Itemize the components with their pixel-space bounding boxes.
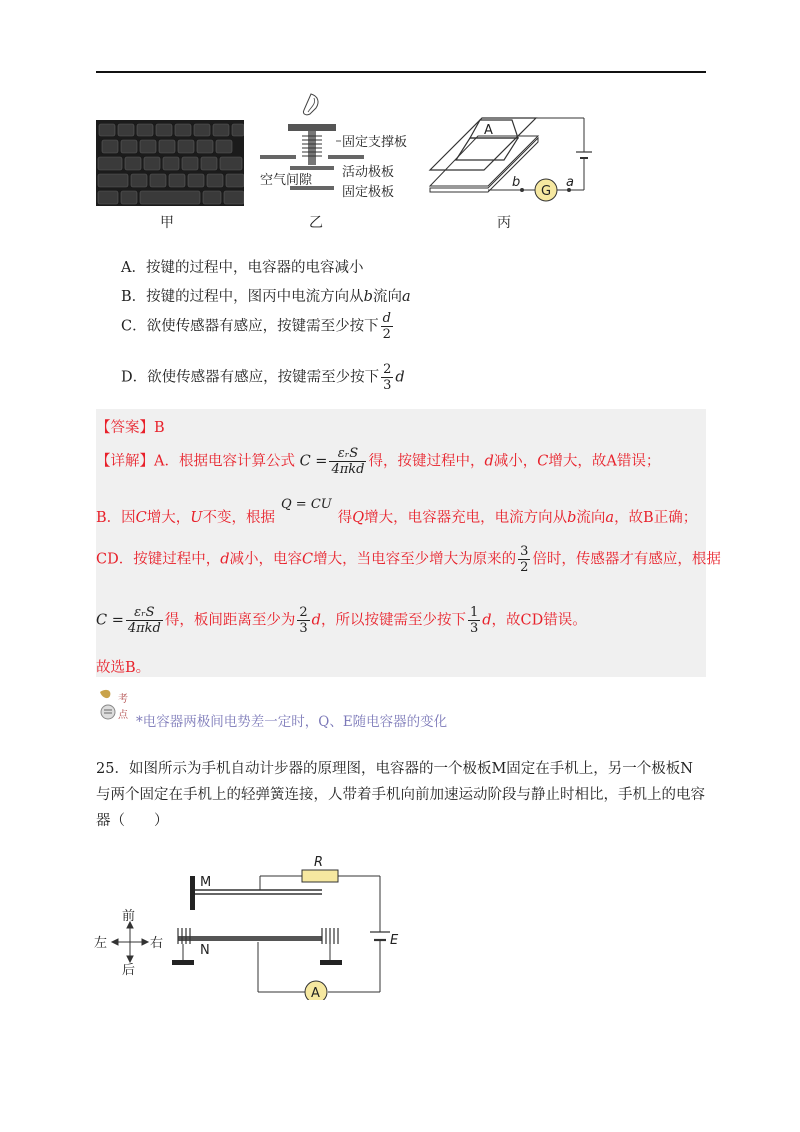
keyboard-photo bbox=[96, 120, 244, 206]
direction-left: 左 bbox=[94, 936, 108, 951]
detail-line-1: 【详解】A．根据电容计算公式 C = $\frac{\text{εᵣS}}{\text{4πkd}}$ 得，按键过程中，d减小，C增大，故A错误； bbox=[96, 446, 661, 477]
direction-front: 前 bbox=[122, 909, 136, 924]
option-c: C．欲使传感器有感应，按键需至少按下 $\frac{d}{2}$ bbox=[121, 311, 391, 342]
label-n: N bbox=[200, 943, 210, 958]
option-a: A．按键的过程中，电容器的电容减小 bbox=[121, 260, 364, 276]
question-25-text: 25．如图所示为手机自动计步器的原理图，电容器的一个极板M固定在手机上，另一个极板N与两个固定在手机上的轻弹簧连接，人带着手机向前加速运动阶段与静止时相比，手机上的电容器（ ） bbox=[96, 761, 705, 829]
header-rule bbox=[96, 71, 706, 73]
ammeter-label: A bbox=[311, 986, 320, 1000]
badge-bottom-char: 点 bbox=[118, 710, 128, 721]
galvanometer-label: G bbox=[541, 184, 552, 199]
step-counter-circuit bbox=[92, 850, 412, 1000]
label-r: R bbox=[314, 855, 324, 870]
knowledge-point-text: *电容器两极间电势差一定时，Q、E随电容器的变化 bbox=[136, 714, 448, 730]
label-a: a bbox=[566, 175, 574, 190]
direction-right: 右 bbox=[150, 936, 164, 951]
label-fixed-plate: 固定极板 bbox=[342, 185, 395, 200]
key-structure-diagram bbox=[256, 92, 416, 204]
label-plate-a: A bbox=[484, 123, 493, 138]
detail-line-4: C = $\frac{\text{εᵣS}}{\text{4πkd}}$ 得，板间距离至少为 $\frac{2}{3}$ d，所以按键需至少按下 $\frac{1}{3}$ d，故CD错误。 bbox=[96, 605, 587, 636]
answer-label: 【答案】B bbox=[96, 420, 165, 436]
figure-caption-bing: 丙 bbox=[497, 215, 511, 231]
label-air-gap: 空气间隙 bbox=[260, 173, 313, 188]
plate-circuit-diagram bbox=[426, 108, 610, 204]
knowledge-point-icon bbox=[96, 688, 134, 724]
option-b: B．按键的过程中，图丙中电流方向从b流向a bbox=[121, 289, 411, 305]
label-m: M bbox=[200, 875, 212, 890]
figure-caption-jia: 甲 bbox=[160, 215, 174, 231]
detail-line-2: B．因C增大，U不变，根据Q = CU得Q增大，电容器充电，电流方向从b流向a，故B正确； bbox=[96, 497, 698, 526]
answer-conclusion: 故选B。 bbox=[96, 660, 151, 676]
option-d: D．欲使传感器有感应，按键需至少按下 $\frac{2}{3}$ d bbox=[121, 362, 405, 393]
label-b: b bbox=[512, 175, 521, 190]
label-movable-plate: 活动极板 bbox=[342, 165, 395, 180]
detail-line-3: CD．按键过程中，d减小，电容C增大，当电容至少增大为原来的 $\frac{3}{2}$ 倍时，传感器才有感应，根据 bbox=[96, 544, 721, 575]
label-e: E bbox=[390, 933, 399, 948]
badge-top-char: 考 bbox=[118, 694, 128, 705]
direction-back: 后 bbox=[122, 963, 136, 978]
figure-caption-yi: 乙 bbox=[309, 215, 323, 231]
label-support-plate: 固定支撑板 bbox=[342, 135, 408, 150]
